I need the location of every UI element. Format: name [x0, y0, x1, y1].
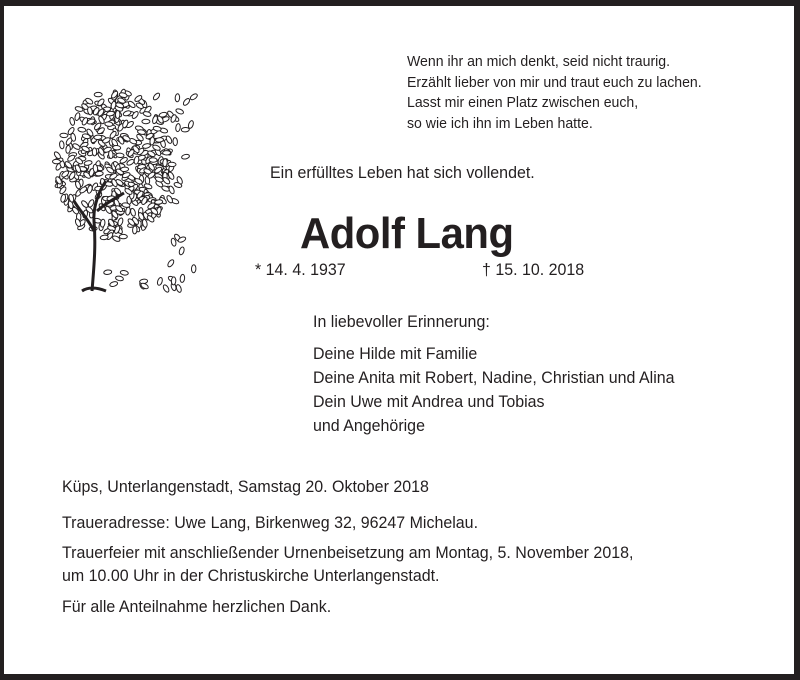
leaf [100, 235, 109, 240]
poem [407, 52, 702, 134]
mourner-line: und Angehörige [313, 416, 425, 435]
leaf [119, 234, 127, 238]
poem-line: Lasst mir einen Platz zwischen euch, [407, 94, 639, 111]
poem-line: Wenn ihr an mich denkt, seid nicht traurig. [407, 53, 671, 70]
leaf [100, 219, 105, 228]
leaf [168, 185, 175, 194]
leaf [116, 153, 124, 158]
leaf [162, 284, 170, 293]
leaf [65, 145, 70, 153]
leaf [175, 94, 180, 102]
remembrance-heading: In liebevoller Erinnerung: [313, 312, 490, 331]
leaf [165, 135, 173, 144]
leaf [142, 119, 150, 124]
leaf [64, 160, 73, 169]
leaf [175, 123, 180, 132]
leaf [189, 93, 198, 101]
leaf [94, 135, 102, 140]
leaf [117, 217, 124, 226]
leaf [125, 207, 131, 216]
mourning-address: Traueradresse: Uwe Lang, Birkenweg 32, 96247 Michelau. [62, 513, 479, 532]
leaf [152, 92, 161, 101]
service-line: Trauerfeier mit anschließender Urnenbeisetzung am Montag, 5. November 2018, [62, 543, 634, 562]
leaf [113, 145, 121, 150]
leaf [191, 265, 196, 273]
leaf [53, 151, 61, 160]
leaf [181, 127, 189, 132]
leaf [78, 127, 87, 133]
leaf [188, 120, 195, 129]
leaf [109, 130, 117, 139]
leaf [178, 246, 185, 255]
leaf [115, 275, 124, 281]
mourner-line: Dein Uwe mit Andrea und Tobias [313, 392, 545, 411]
leaf [108, 150, 113, 158]
leaf [157, 277, 164, 286]
leaf [115, 110, 120, 118]
poem-line: Erzählt lieber von mir und traut euch zu lachen. [407, 73, 702, 91]
obituary-notice [4, 6, 794, 674]
leaf [173, 137, 178, 145]
leaf [52, 159, 60, 164]
leaf [130, 208, 137, 217]
leaf [154, 199, 162, 204]
leaf [72, 143, 81, 151]
leaf [149, 158, 157, 163]
thanks-line: Für alle Anteilnahme herzlichen Dank. [62, 597, 332, 616]
leaf [175, 108, 184, 115]
leaf [120, 167, 128, 172]
leaf [155, 137, 163, 142]
mourner-line: Deine Hilde mit Familie [313, 344, 478, 363]
leaf [182, 97, 191, 106]
leaf [120, 270, 129, 276]
leaf [60, 133, 68, 138]
leaf [163, 151, 171, 155]
death-date: † 15. 10. 2018 [482, 260, 585, 279]
intro-line: Ein erfülltes Leben hat sich vollendet. [270, 163, 535, 182]
leaf [59, 141, 64, 149]
mourner-line: Deine Anita mit Robert, Nadine, Christian und Alina [313, 368, 675, 387]
leaf [171, 277, 176, 285]
leaf [168, 162, 176, 167]
leaf [180, 274, 185, 282]
leaf [181, 154, 190, 160]
leaf [162, 159, 167, 167]
leaf [92, 148, 97, 156]
leaf [109, 281, 118, 288]
birth-date: * 14. 4. 1937 [255, 260, 346, 279]
place-date: Küps, Unterlangenstadt, Samstag 20. Oktober 2018 [62, 477, 429, 496]
leaf [103, 269, 112, 274]
leaf [142, 143, 151, 149]
leaf [143, 111, 152, 117]
leaf [109, 172, 118, 180]
leaf [67, 154, 76, 162]
leaf [93, 164, 98, 172]
leaf [94, 92, 102, 96]
leaf [167, 259, 175, 268]
deceased-name: Adolf Lang [300, 209, 514, 258]
leaf [80, 200, 89, 209]
service-line: um 10.00 Uhr in der Christuskirche Unterlangenstadt. [62, 566, 440, 585]
poem-line: so wie ich ihn im Leben hatte. [407, 114, 593, 132]
windblown-tree-illustration [44, 81, 234, 296]
leaf [105, 122, 113, 127]
